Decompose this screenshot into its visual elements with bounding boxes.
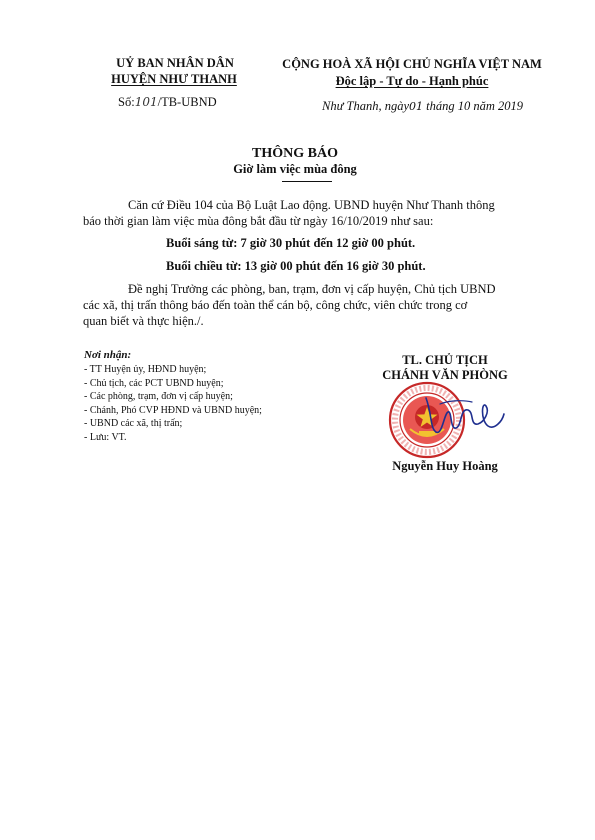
schedule-morning: Buổi sáng từ: 7 giờ 30 phút đến 12 giờ 00 phút. <box>166 236 416 250</box>
recipient-item: - Các phòng, trạm, đơn vị cấp huyện; <box>84 391 233 402</box>
handwritten-signature <box>420 392 510 442</box>
body-paragraph-2-line-1: Đề nghị Trưởng các phòng, ban, trạm, đơn vị cấp huyện, Chủ tịch UBND <box>128 282 496 296</box>
document-number <box>118 95 217 110</box>
signature-authority: TL. CHỦ TỊCH <box>402 353 488 367</box>
subtitle-underline <box>282 181 332 182</box>
body-paragraph-1-line-1: Căn cứ Điều 104 của Bộ Luật Lao động. UBND huyện Như Thanh thông <box>128 198 495 212</box>
schedule-afternoon: Buổi chiều từ: 13 giờ 00 phút đến 16 giờ 30 phút. <box>166 259 426 273</box>
recipient-item: - Chủ tịch, các PCT UBND huyện; <box>84 377 224 389</box>
recipients-title: Nơi nhận: <box>84 349 132 361</box>
issue-date <box>322 99 562 114</box>
signature-position: CHÁNH VĂN PHÒNG <box>382 368 508 382</box>
issue-date-prefix: Như Thanh, ngày <box>322 99 410 113</box>
document-number-handwritten: 101 <box>134 95 158 109</box>
body-paragraph-1-line-2: báo thời gian làm việc mùa đông bắt đầu từ ngày 16/10/2019 như sau: <box>83 214 434 228</box>
recipients-list <box>84 363 324 444</box>
recipient-item: - Chánh, Phó CVP HĐND và UBND huyện; <box>84 404 262 416</box>
document-title: THÔNG BÁO <box>252 146 338 161</box>
recipient-item: - TT Huyện ủy, HĐND huyện; <box>84 364 207 375</box>
national-title: CỘNG HOÀ XÃ HỘI CHỦ NGHĨA VIỆT NAM <box>282 57 542 71</box>
recipient-item: - Lưu: VT. <box>84 431 127 443</box>
document-subtitle: Giờ làm việc mùa đông <box>233 162 357 176</box>
document-number-prefix: Số: <box>118 95 135 109</box>
organization-name: UỶ BAN NHÂN DÂN <box>116 56 234 70</box>
national-motto: Độc lập - Tự do - Hạnh phúc <box>335 74 489 88</box>
organization-district: HUYỆN NHƯ THANH <box>111 72 237 86</box>
issue-date-handwritten: 01 <box>409 100 424 113</box>
recipient-item: - UBND các xã, thị trấn; <box>84 418 183 429</box>
signer-name: Nguyễn Huy Hoàng <box>392 459 498 473</box>
body-paragraph-2-line-3: quan biết và thực hiện./. <box>83 314 204 328</box>
document-number-suffix: /TB-UBND <box>157 95 217 109</box>
issue-date-suffix: tháng 10 năm 2019 <box>423 99 524 113</box>
body-paragraph-2-line-2: các xã, thị trấn thông báo đến toàn thể cán bộ, công chức, viên chức trong cơ <box>83 298 468 312</box>
